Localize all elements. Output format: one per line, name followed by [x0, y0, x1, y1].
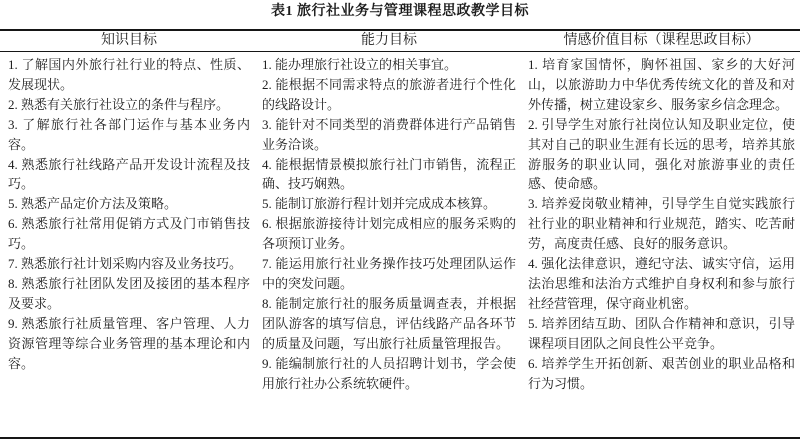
knowledge-objectives-column — [8, 55, 250, 393]
table-bottom-rule — [0, 437, 800, 439]
objective-item: 4. 强化法律意识，遵纪守法、诚实守信，运用法治思维和法治方式维护自身权利和参与旅行社经营管理，保守商业机密。 — [528, 256, 795, 311]
objective-item: 1. 培育家国情怀，胸怀祖国、家乡的大好河山，以旅游助力中华优秀传统文化的普及和对外传播，树立建设家乡、服务家乡信念理念。 — [528, 57, 795, 112]
table-header-row — [0, 31, 800, 51]
objective-item: 5. 培养团结互助、团队合作精神和意识，引导课程项目团队之间良性公平竞争。 — [528, 315, 795, 351]
objective-item: 8. 能制定旅行社的服务质量调查表，并根据团队游客的填写信息，评估线路产品各环节的质量及问题，写出旅行社质量管理报告。 — [262, 295, 516, 351]
objective-item: 4. 能根据情景模拟旅行社门市销售，流程正确、技巧娴熟。 — [262, 156, 516, 192]
objective-item: 2. 能根据不同需求特点的旅游者进行个性化的线路设计。 — [262, 76, 516, 112]
table-header-divider-rule — [0, 51, 800, 52]
column-header-knowledge-objectives: 知识目标 — [101, 33, 157, 48]
ability-objectives-column — [262, 55, 516, 393]
column-header-ability-objectives: 能力目标 — [361, 33, 417, 48]
objective-item: 3. 了解旅行社各部门运作与基本业务内容。 — [8, 116, 250, 152]
objective-item: 9. 能编制旅行社的人员招聘计划书，学会使用旅行社办公系统软硬件。 — [262, 355, 516, 391]
objective-item: 5. 能制订旅游行程计划并完成成本核算。 — [262, 196, 497, 212]
objective-item: 5. 熟悉产品定价方法及策略。 — [8, 196, 178, 212]
objective-item: 2. 熟悉有关旅行社设立的条件与程序。 — [8, 96, 230, 112]
objective-item: 2. 引导学生对旅行社岗位认知及职业定位，使其对自己的职业生涯有长远的思考，培养其旅游服务的职业认同，强化对旅游事业的责任感、使命感。 — [528, 116, 795, 192]
objective-item: 6. 培养学生开拓创新、艰苦创业的职业品格和行为习惯。 — [528, 355, 795, 391]
objective-item: 6. 根据旅游接待计划完成相应的服务采购的各项预订业务。 — [262, 216, 516, 252]
objective-item: 3. 培养爱岗敬业精神，引导学生自觉实践旅行社行业的职业精神和行业规范，踏实、吃苦耐劳，高度责任感、良好的服务意识。 — [528, 196, 795, 252]
value-objectives-column — [528, 55, 795, 393]
objective-item: 6. 熟悉旅行社常用促销方式及门市销售技巧。 — [8, 216, 250, 252]
column-header-value-objectives: 情感价值目标（课程思政目标） — [563, 33, 760, 48]
table-caption: 表1 旅行社业务与管理课程思政教学目标 — [271, 4, 529, 19]
objective-item: 1. 能办理旅行社设立的相关事宜。 — [262, 57, 458, 72]
objective-item: 7. 熟悉旅行社计划采购内容及业务技巧。 — [8, 256, 243, 272]
objective-item: 7. 能运用旅行社业务操作技巧处理团队运作中的突发问题。 — [262, 256, 516, 291]
objective-item: 9. 熟悉旅行社质量管理、客户管理、人力资源管理等综合业务管理的基本理论和内容。 — [8, 315, 250, 371]
objective-item: 8. 熟悉旅行社团队发团及接团的基本程序及要求。 — [8, 275, 250, 311]
objective-item: 4. 熟悉旅行社线路产品开发设计流程及技巧。 — [8, 156, 250, 192]
objective-item: 3. 能针对不同类型的消费群体进行产品销售业务洽谈。 — [262, 116, 516, 152]
objective-item: 1. 了解国内外旅行社行业的特点、性质、发展现状。 — [8, 57, 250, 92]
table-body — [0, 55, 800, 393]
